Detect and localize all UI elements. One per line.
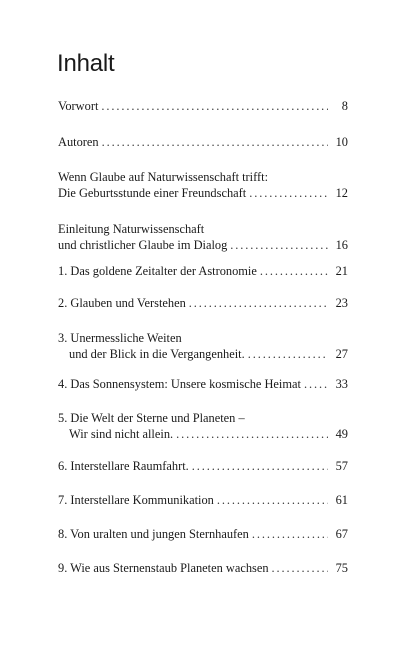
toc-entry-einleitung[interactable] [58,221,348,253]
toc-page-number: 49 [335,427,348,441]
toc-page-number: 27 [335,347,348,361]
dot-leader [189,295,328,311]
toc-entry-title-cont: Wir sind nicht allein. [69,427,174,441]
toc-page-number: 8 [341,99,348,113]
toc-entry-chapter-9[interactable] [58,560,348,576]
toc-entry-title: 9. Wie aus Sternenstaub Planeten wachsen [58,561,269,575]
toc-entry-title: 5. Die Welt der Sterne und Planeten – [58,411,245,425]
toc-entry-title-cont: und der Blick in die Vergangenheit. [69,347,245,361]
toc-entry-title: Wenn Glaube auf Naturwissenschaft trifft: [58,170,269,184]
toc-entry-title: 2. Glauben und Verstehen [58,296,186,310]
toc-page-number: 10 [335,135,348,149]
dot-leader [252,526,328,542]
dot-leader [217,492,328,508]
dot-leader [176,426,328,442]
dot-leader [304,376,328,392]
toc-entry-title: 1. Das goldene Zeitalter der Astronomie [58,264,257,278]
dot-leader [230,237,328,253]
toc-page-number: 67 [335,527,348,541]
toc-entry-title: 8. Von uralten und jungen Sternhaufen [58,527,249,541]
toc-entry-title: Autoren [58,135,99,149]
toc-page-number: 16 [335,238,348,252]
dot-leader [260,263,328,279]
dot-leader [101,98,328,114]
toc-page-number: 57 [335,459,348,473]
page-title: Inhalt [57,50,115,77]
toc-entry-chapter-2[interactable] [58,295,348,311]
toc-entry-chapter-3[interactable] [58,330,348,362]
toc-entry-title: Vorwort [58,99,99,113]
toc-entry-vorwort[interactable] [58,98,348,114]
toc-page-number: 23 [335,296,348,310]
toc-entry-title-cont: und christlicher Glaube im Dialog [58,238,228,252]
toc-entry-chapter-7[interactable] [58,492,348,508]
dot-leader [272,560,328,576]
dot-leader [102,134,328,150]
toc-entry-title: 3. Unermessliche Weiten [58,331,182,345]
toc-page-number: 12 [335,186,348,200]
toc-page-number: 75 [335,561,348,575]
toc-page-number: 61 [335,493,348,507]
toc-entry-title: 6. Interstellare Raumfahrt. [58,459,189,473]
toc-entry-chapter-6[interactable] [58,458,348,474]
toc-entry-title-cont: Die Geburtsstunde einer Freundschaft [58,186,247,200]
toc-page-number: 21 [335,264,348,278]
toc-entry-title: Einleitung Naturwissenschaft [58,222,205,236]
toc-entry-title: 4. Das Sonnensystem: Unsere kosmische Heimat [58,377,301,391]
toc-entry-chapter-1[interactable] [58,263,348,279]
toc-entry-chapter-5[interactable] [58,410,348,442]
toc-entry-chapter-8[interactable] [58,526,348,542]
dot-leader [249,185,328,201]
toc-entry-chapter-4[interactable] [58,376,348,392]
toc-entry-title: 7. Interstellare Kommunikation [58,493,214,507]
toc-entry-autoren[interactable] [58,134,348,150]
toc-page-number: 33 [335,377,348,391]
dot-leader [192,458,328,474]
dot-leader [248,346,328,362]
toc-entry-freundschaft[interactable] [58,169,348,201]
